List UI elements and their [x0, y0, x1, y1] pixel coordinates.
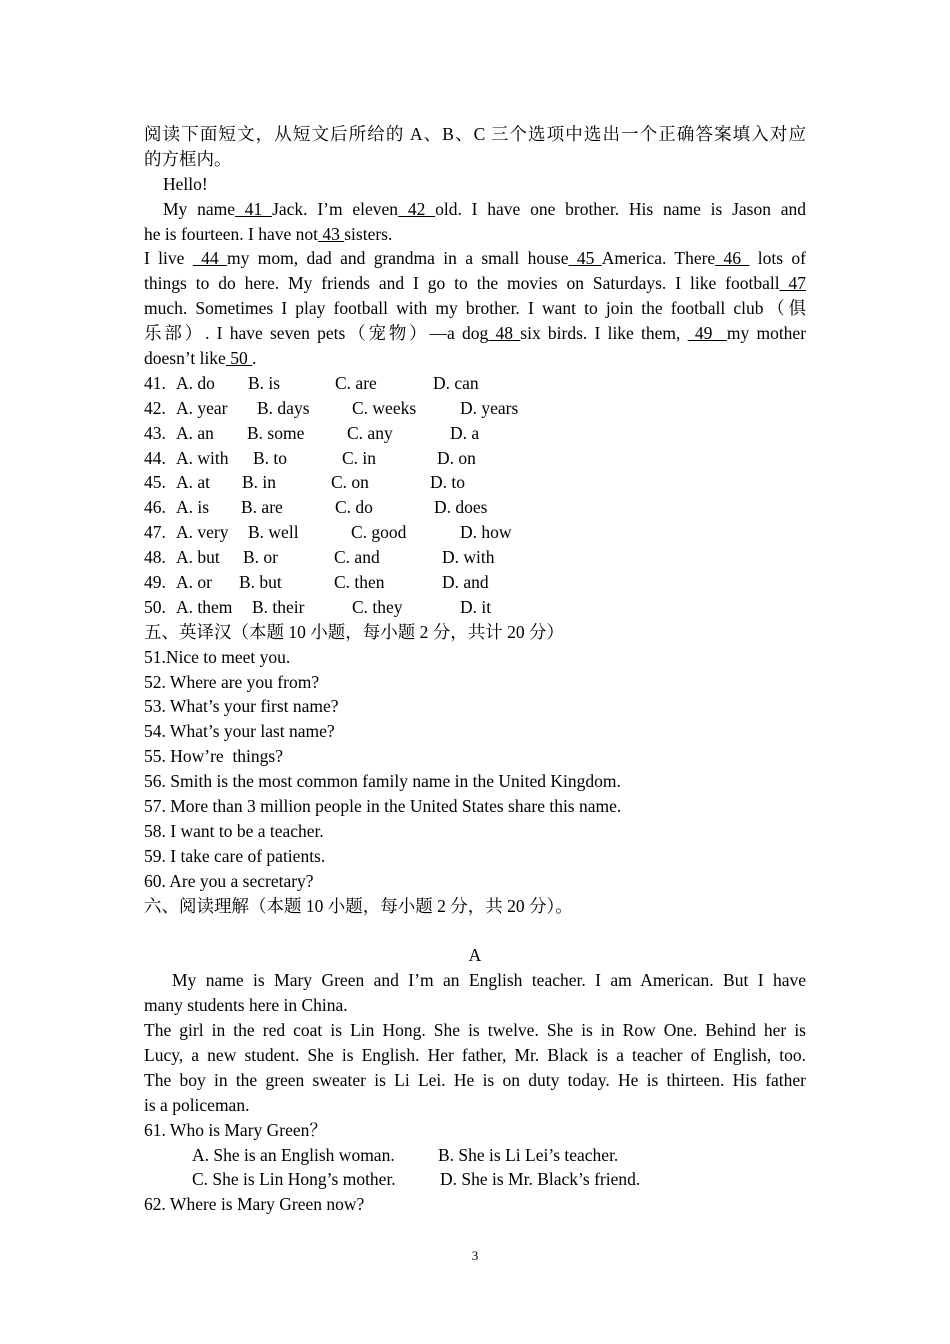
question-row: 50. A. them B. their C. they D. it [144, 596, 492, 617]
section-5-title: 五、英译汉（本题 10 小题，每小题 2 分，共计 20 分） [144, 621, 564, 642]
question-row: 41. A. do B. is C. are D. can [144, 372, 479, 393]
translation-item: 52. Where are you from? [144, 671, 320, 692]
translation-item: 57. More than 3 million people in the United States share this name. [144, 796, 622, 817]
passage-label: A [468, 945, 482, 966]
blank-47: 47 [779, 273, 806, 294]
question-list [144, 371, 806, 620]
blank-45: 45 [568, 248, 602, 269]
reading-line: My name is Mary Green and I’m an English teacher. I am American. But I have [172, 970, 806, 991]
blank-48: 48 [488, 323, 521, 344]
passage-line: My name 41 Jack. I’m eleven 42 old. I have one brother. His name is Jason and [163, 198, 807, 219]
question-row: 42. A. year B. days C. weeks D. years [144, 397, 519, 418]
question-row: 48. A. but B. or C. and D. with [144, 547, 495, 568]
reading-line: Lucy, a new student. She is English. Her father, Mr. Black is a teacher of English, too. [144, 1044, 806, 1065]
translation-item: 51.Nice to meet you. [144, 646, 291, 667]
blank-43: 43 [317, 223, 345, 244]
question-row: 44. A. with B. to C. in D. on [144, 447, 476, 468]
passage-line: 乐部）. I have seven pets（宠物）—a dog 48 six birds. I like them, 49 my mother [144, 323, 807, 344]
reading-line: The girl in the red coat is Lin Hong. She is twelve. She is in Row One. Behind her is [144, 1020, 806, 1041]
translation-item: 59. I take care of patients. [144, 845, 326, 866]
question-row: 47. A. very B. well C. good D. how [144, 522, 512, 543]
passage-line: I live 44 my mom, dad and grandma in a small house 45 America. There 46 lots of [144, 248, 806, 269]
translation-list [144, 645, 806, 894]
reading-line: many students here in China. [144, 995, 348, 1016]
exam-page [144, 122, 806, 1217]
translation-item: 55. How’re things? [144, 746, 284, 767]
blank-41: 41 [235, 198, 273, 219]
passage-line: he is fourteen. I have not 43 sisters. [144, 223, 393, 244]
blank-44: 44 [192, 248, 228, 269]
question-row: 49. A. or B. but C. then D. and [144, 572, 489, 593]
question-62: 62. Where is Mary Green now? [144, 1194, 365, 1215]
passage-greeting: Hello! [163, 173, 208, 194]
blank-42: 42 [398, 198, 436, 219]
translation-item: 60. Are you a secretary? [144, 870, 314, 891]
translation-item: 54. What’s your last name? [144, 721, 335, 742]
spacer [144, 919, 806, 944]
question-61-options: C. She is Lin Hong’s mother. D. She is Mr. Black’s friend. [192, 1169, 641, 1190]
question-61-options: A. She is an English woman. B. She is Li Lei’s teacher. [192, 1144, 619, 1165]
intro-line-1: 阅读下面短文，从短文后所给的 A、B、C 三个选项中选出一个正确答案填入对应 [144, 124, 806, 144]
blank-46: 46 [715, 248, 750, 269]
question-61: 61. Who is Mary Green？ [144, 1119, 327, 1140]
reading-line: The boy in the green sweater is Li Lei. He is on duty today. He is thirteen. His father [144, 1069, 806, 1090]
translation-item: 56. Smith is the most common family name in the United Kingdom. [144, 771, 621, 792]
blank-49: 49 [687, 323, 727, 344]
intro-line-2: 的方框内。 [144, 148, 232, 169]
question-row: 43. A. an B. some C. any D. a [144, 422, 480, 443]
blank-50: 50 [225, 348, 253, 369]
passage-line: doesn’t like 50 . [144, 348, 257, 369]
translation-item: 58. I want to be a teacher. [144, 820, 324, 841]
reading-line: is a policeman. [144, 1094, 250, 1115]
question-row: 46. A. is B. are C. do D. does [144, 497, 488, 518]
passage-line: things to do here. My friends and I go to the movies on Saturdays. I like football 47 [144, 273, 806, 294]
section-6-title: 六、阅读理解（本题 10 小题，每小题 2 分，共 20 分）。 [144, 895, 573, 916]
question-row: 45. A. at B. in C. on D. to [144, 472, 465, 493]
passage-line: much. Sometimes I play football with my brother. I want to join the football club（俱 [144, 298, 806, 319]
page-number: 3 [471, 1248, 479, 1263]
translation-item: 53. What’s your first name? [144, 696, 339, 717]
